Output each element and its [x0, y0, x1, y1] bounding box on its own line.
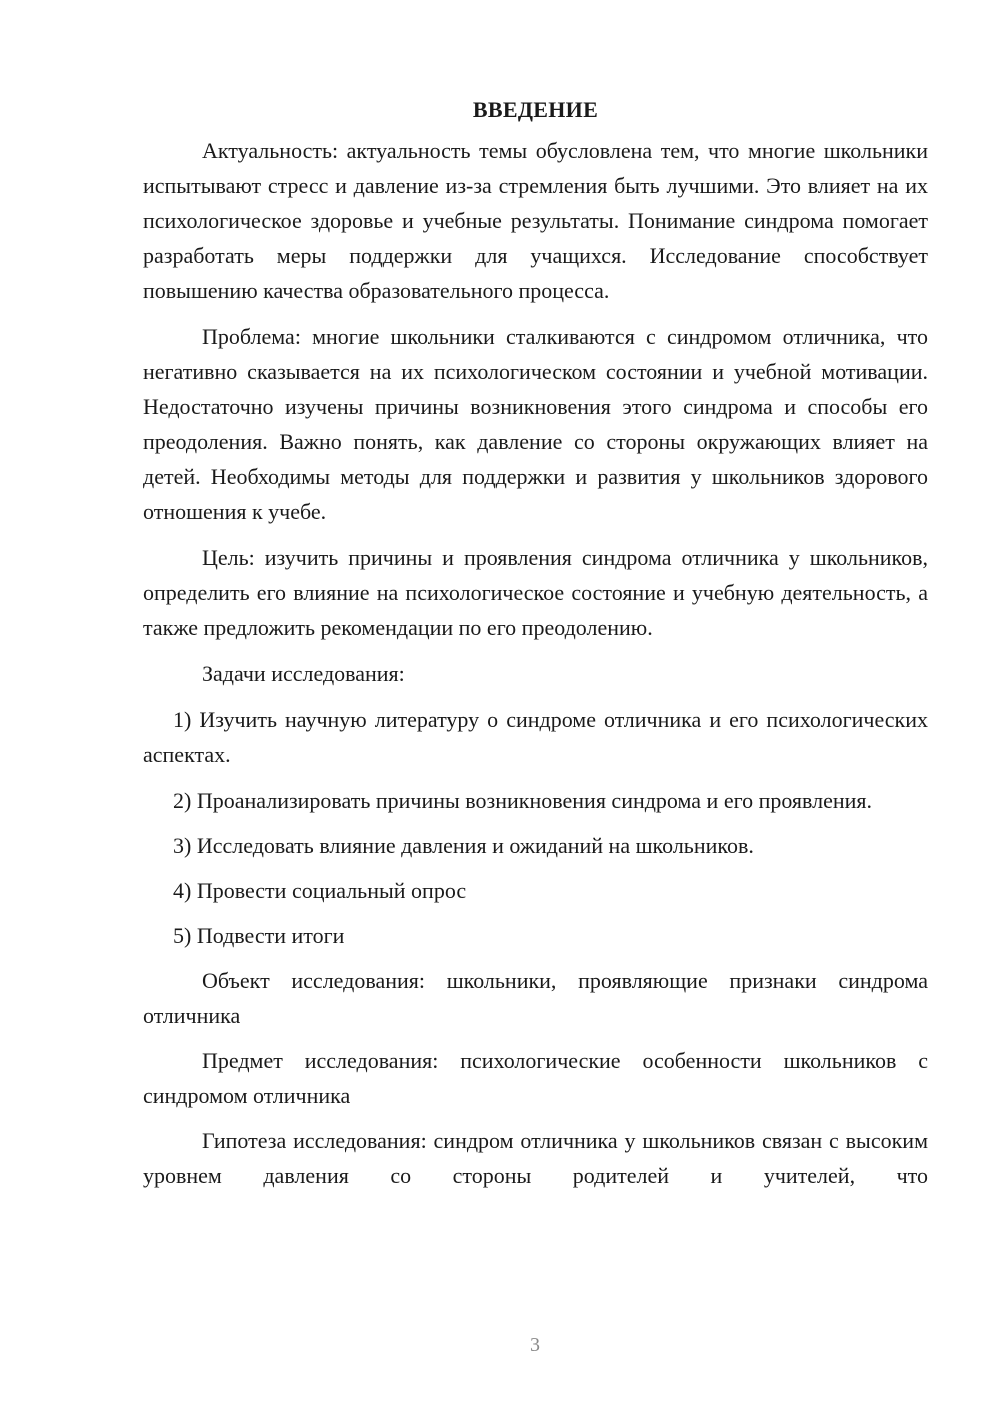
problem-paragraph: Проблема: многие школьники сталкиваются с синдромом отличника, что негативно сказывается на их психологическом состоянии и учебной мотивации. Недостаточно изучены причины возникновения этого синдрома и способы его преодоления. Важно понять, как давление со стороны окружающих влияет на детей. Необходимы методы для поддержки и развития у школьников здорового отношения к учебе. — [143, 324, 928, 524]
document-page — [143, 92, 928, 1193]
relevance-paragraph: Актуальность: актуальность темы обусловлена тем, что многие школьники испытывают стресс и давление из-за стремления быть лучшими. Это влияет на их психологическое здоровье и учебные результаты. Понимание синдрома помогает разработать меры поддержки для учащихся. Исследование способствует повышению качества образовательного процесса. — [143, 138, 928, 303]
page-title: ВВЕДЕНИЕ — [472, 97, 599, 122]
task-item: 4) Провести социальный опрос — [173, 878, 467, 903]
task-item: 2) Проанализировать причины возникновения синдрома и его проявления. — [173, 788, 873, 813]
page-number: 3 — [530, 1334, 540, 1356]
task-item: 5) Подвести итоги — [173, 923, 345, 948]
subject-paragraph: Предмет исследования: психологические особенности школьников с синдромом отличника — [143, 1048, 928, 1108]
object-paragraph: Объект исследования: школьники, проявляющие признаки синдрома отличника — [143, 968, 928, 1028]
tasks-heading: Задачи исследования: — [202, 661, 405, 686]
task-item: 3) Исследовать влияние давления и ожиданий на школьников. — [173, 833, 754, 858]
task-item: 1) Изучить научную литературу о синдроме отличника и его психологических аспектах. — [143, 707, 928, 767]
hypothesis-paragraph: Гипотеза исследования: синдром отличника у школьников связан с высоким уровнем давления со стороны родителей и учителей, что — [143, 1128, 928, 1188]
goal-paragraph: Цель: изучить причины и проявления синдрома отличника у школьников, определить его влияние на психологическое состояние и учебную деятельность, а также предложить рекомендации по его преодолению. — [143, 545, 928, 640]
